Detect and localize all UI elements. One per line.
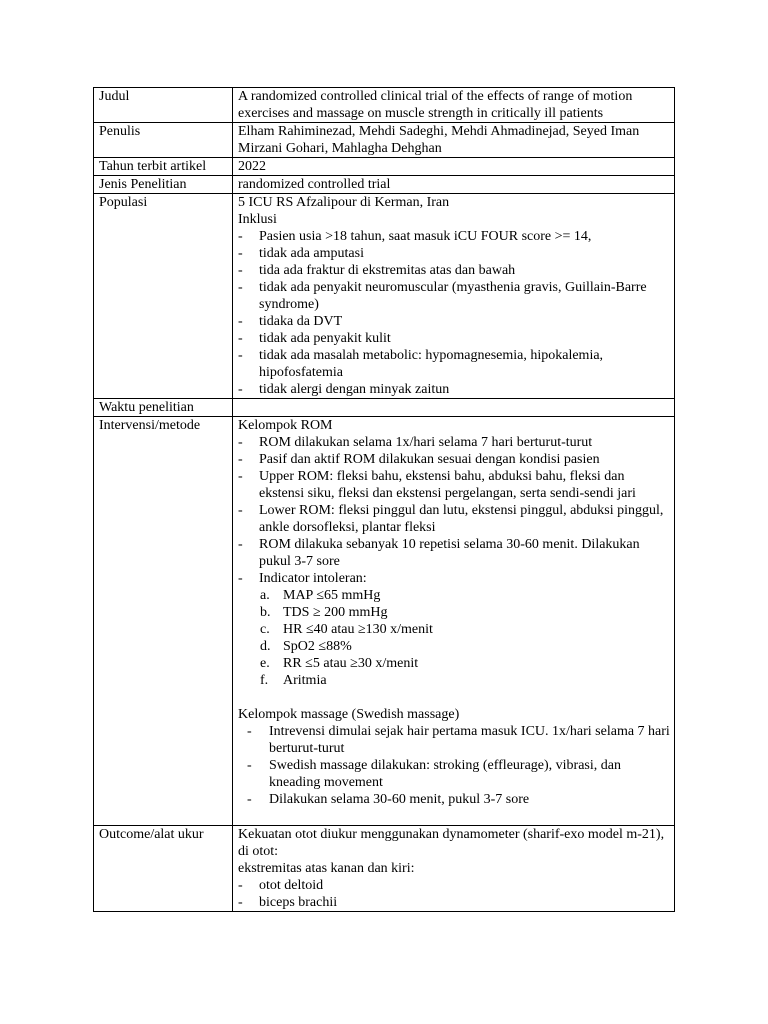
label-judul: Judul [94,88,233,123]
indicator-text: MAP ≤65 mmHg [283,588,381,603]
list-item: - tidak ada masalah metabolic: hypomagnesemia, hipokalemia, hipofosfatemia [238,347,671,381]
list-item: - tidak ada penyakit kulit [238,330,671,347]
list-item: - tidaka da DVT [238,313,671,330]
list-item: - Swedish massage dilakukan: stroking (effleurage), vibrasi, dan kneading movement [238,757,671,791]
row-judul [94,88,675,123]
indicator-mark: d. [260,639,271,654]
indicator-item [238,672,671,689]
label-penulis: Penulis [94,123,233,158]
row-jenis [94,176,675,194]
list-item: - Indicator intoleran: [238,570,671,587]
value-waktu [233,399,675,417]
list-item: - tidak ada penyakit neuromuscular (myasthenia gravis, Guillain-Barre syndrome) [238,279,671,313]
row-outcome [94,826,675,912]
value-tahun: 2022 [233,158,675,176]
label-populasi: Populasi [94,194,233,399]
row-waktu [94,399,675,417]
list-item: - Dilakukan selama 30-60 menit, pukul 3-7 sore [238,791,671,808]
indicator-text: RR ≤5 atau ≥30 x/menit [283,656,419,671]
label-waktu: Waktu penelitian [94,399,233,417]
value-populasi [233,194,675,399]
list-item: - Lower ROM: fleksi pinggul dan lutu, ekstensi pinggul, abduksi pinggul, ankle dorsofleksi, plantar fleksi [238,502,671,536]
label-tahun: Tahun terbit artikel [94,158,233,176]
list-item: - otot deltoid [238,877,671,894]
row-intervensi [94,417,675,826]
list-item: - biceps brachii [238,894,671,911]
blank-line [238,808,671,825]
label-jenis: Jenis Penelitian [94,176,233,194]
list-item: - Pasif dan aktif ROM dilakukan sesuai dengan kondisi pasien [238,451,671,468]
list-item: - Upper ROM: fleksi bahu, ekstensi bahu, abduksi bahu, fleksi dan ekstensi siku, fleksi dan ekstensi pergelangan, serta sendi-sendi jari [238,468,671,502]
list-item: - tidak alergi dengan minyak zaitun [238,381,671,398]
indicator-item [238,621,671,638]
outcome-description: Kekuatan otot diukur menggunakan dynamometer (sharif-exo model m-21), di otot: [238,827,665,859]
blank-line [238,689,671,706]
indicator-mark: c. [260,622,270,637]
article-summary-table [93,87,675,912]
label-intervensi: Intervensi/metode [94,417,233,826]
list-item: - Pasien usia >18 tahun, saat masuk iCU FOUR score >= 14, [238,228,671,245]
row-populasi [94,194,675,399]
list-item: - tidak ada amputasi [238,245,671,262]
indicator-mark: b. [260,605,271,620]
value-intervensi [233,417,675,826]
indicator-mark: e. [260,656,270,671]
populasi-inklusi-heading: Inklusi [238,212,277,227]
indicator-mark: f. [260,673,269,688]
list-item: - ROM dilakukan selama 1x/hari selama 7 hari berturut-turut [238,434,671,451]
indicator-item [238,587,671,604]
row-penulis [94,123,675,158]
massage-heading: Kelompok massage (Swedish massage) [238,707,460,722]
populasi-location: 5 ICU RS Afzalipour di Kerman, Iran [238,195,450,210]
row-tahun [94,158,675,176]
outcome-subheading: ekstremitas atas kanan dan kiri: [238,861,415,876]
label-outcome: Outcome/alat ukur [94,826,233,912]
indicator-item [238,638,671,655]
list-item: - tida ada fraktur di ekstremitas atas dan bawah [238,262,671,279]
value-jenis: randomized controlled trial [233,176,675,194]
indicator-text: SpO2 ≤88% [283,639,352,654]
list-item: - Intrevensi dimulai sejak hair pertama masuk ICU. 1x/hari selama 7 hari berturut-turut [238,723,671,757]
indicator-text: Aritmia [283,673,327,688]
value-outcome [233,826,675,912]
indicator-item [238,604,671,621]
value-judul: A randomized controlled clinical trial of the effects of range of motion exercises and massage on muscle strength in critically ill patients [233,88,675,123]
list-item: - ROM dilakuka sebanyak 10 repetisi selama 30-60 menit. Dilakukan pukul 3-7 sore [238,536,671,570]
indicator-mark: a. [260,588,270,603]
indicator-text: TDS ≥ 200 mmHg [283,605,388,620]
indicator-text: HR ≤40 atau ≥130 x/menit [283,622,433,637]
indicator-item [238,655,671,672]
rom-heading: Kelompok ROM [238,418,333,433]
value-penulis: Elham Rahiminezad, Mehdi Sadeghi, Mehdi Ahmadinejad, Seyed Iman Mirzani Gohari, Mahlagha Dehghan [233,123,675,158]
